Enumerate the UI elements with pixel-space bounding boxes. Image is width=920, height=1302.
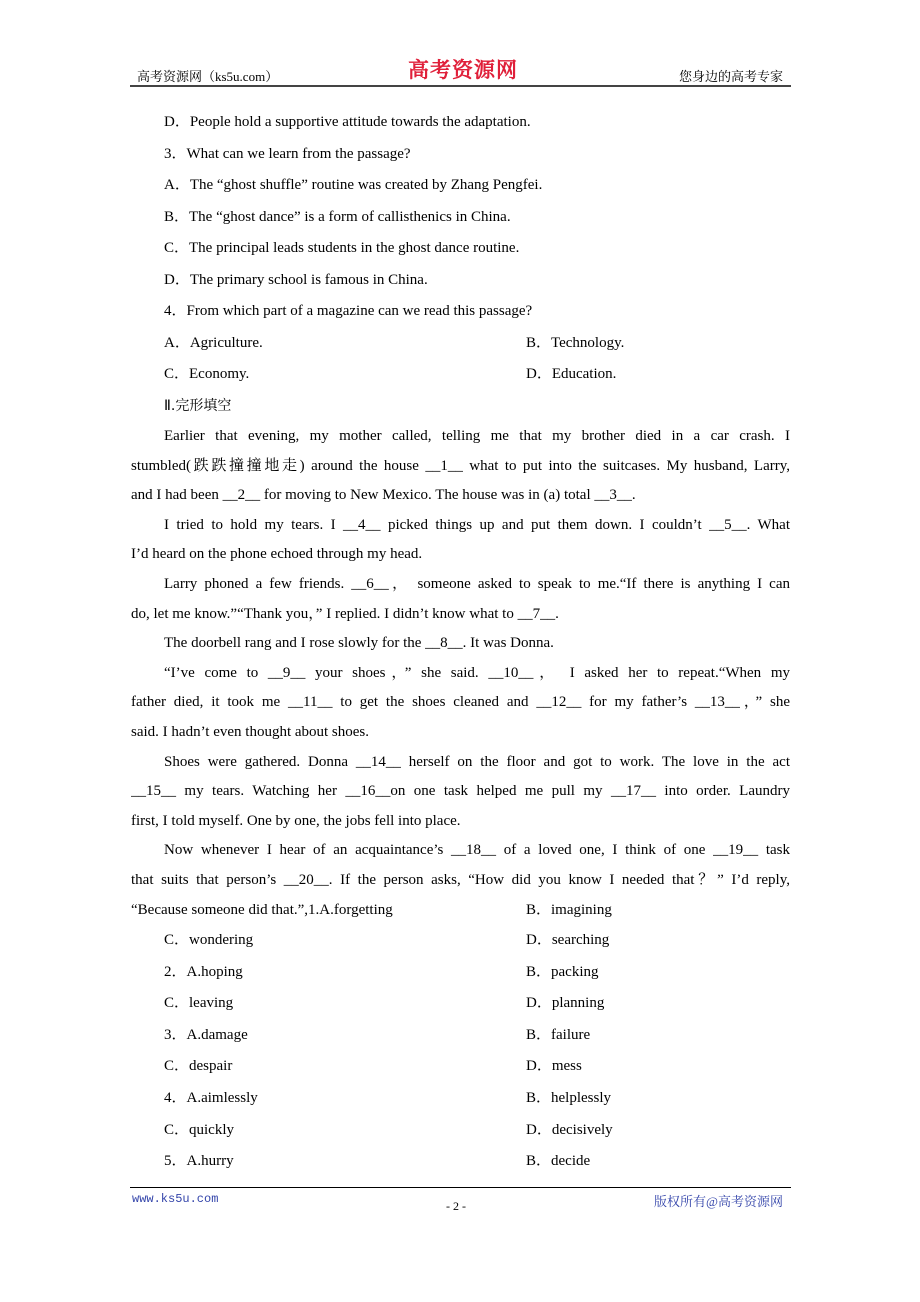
option-line <box>131 925 790 957</box>
line-text: stumbled(跌跌撞撞地走) around the house __1__ what to put into the suitcases. My husband, Larry, <box>131 457 790 474</box>
line-text: do, let me know.”“Thank you，” I replied. I didn’t know what to __7__. <box>131 605 559 622</box>
passage-line <box>131 777 790 807</box>
section-heading <box>131 391 790 423</box>
option-line <box>131 1146 790 1178</box>
option-line <box>131 988 790 1020</box>
line-text: “I’ve come to __9__ your shoes，” she said. __10__， I asked her to repeat.“When my <box>164 664 790 681</box>
passage-line <box>131 718 790 748</box>
line-text: A．The “ghost shuffle” routine was created by Zhang Pengfei. <box>164 177 543 193</box>
passage-line <box>131 866 790 896</box>
site-logo: 高考资源网 <box>408 57 518 82</box>
line-text: “Because someone did that.”,1.A.forgetting <box>131 901 393 918</box>
passage-line <box>131 422 790 452</box>
document-body <box>131 107 790 1178</box>
option-line <box>131 1020 790 1052</box>
question-line <box>131 359 790 391</box>
line-text: __15__ my tears. Watching her __16__on one task helped me pull my __17__ into order. Laundry <box>131 783 790 800</box>
option-right-column: D．mess <box>526 1058 582 1075</box>
line-text: 3．A.damage <box>164 1026 248 1043</box>
question-line <box>131 265 790 297</box>
footer-divider <box>130 1187 791 1188</box>
passage-line <box>131 896 790 926</box>
question-line <box>131 296 790 328</box>
passage-line <box>131 836 790 866</box>
line-text: C．quickly <box>164 1121 234 1138</box>
passage-line <box>131 452 790 482</box>
passage-line <box>131 600 790 630</box>
question-line <box>131 170 790 202</box>
option-line <box>131 957 790 989</box>
line-text: Now whenever I hear of an acquaintance’s __18__ of a loved one, I think of one __19__ task <box>164 842 790 859</box>
line-text: I’d heard on the phone echoed through my head. <box>131 546 423 563</box>
line-text: said. I hadn’t even thought about shoes. <box>131 723 370 740</box>
option-right-column: D．decisively <box>526 1121 613 1138</box>
line-text: I tried to hold my tears. I __4__ picked things up and put them down. I couldn’t __5__. What <box>164 516 790 533</box>
line-text: 5．A.hurry <box>164 1153 234 1170</box>
line-text: The doorbell rang and I rose slowly for the __8__. It was Donna. <box>164 635 554 652</box>
line-text: father died, it took me __11__ to get the shoes cleaned and __12__ for my father’s __13__，” she <box>131 694 790 711</box>
option-right-column: B．helplessly <box>526 1090 611 1107</box>
passage-line <box>131 540 790 570</box>
question-line <box>131 139 790 171</box>
question-line <box>131 107 790 139</box>
passage-line <box>131 659 790 689</box>
line-text: 4．From which part of a magazine can we read this passage? <box>164 303 533 319</box>
option-right-column: B．decide <box>526 1153 591 1170</box>
passage-line <box>131 807 790 837</box>
line-text: 3．What can we learn from the passage? <box>164 145 411 162</box>
header-site-name: 高考资源网（ks5u.com） <box>137 69 279 84</box>
option-right-column: D．searching <box>526 932 610 949</box>
option-right-column: B．imagining <box>526 901 612 918</box>
line-text: C．leaving <box>164 995 234 1012</box>
passage-line <box>131 511 790 541</box>
footer-copyright: 版权所有@高考资源网 <box>654 1194 783 1209</box>
question-line <box>131 202 790 234</box>
option-line <box>131 1115 790 1147</box>
passage-line <box>131 570 790 600</box>
line-text: 2．A.hoping <box>164 963 243 980</box>
header-slogan: 您身边的高考专家 <box>678 69 783 84</box>
line-text: Ⅱ.完形填空 <box>164 397 232 414</box>
line-text: B．The “ghost dance” is a form of callisthenics in China. <box>164 208 511 225</box>
line-text: D．People hold a supportive attitude towards the adaptation. <box>164 114 531 130</box>
option-right-column: B．packing <box>526 963 599 980</box>
option-right-column: D．Education. <box>526 366 617 382</box>
line-text: Earlier that evening, my mother called, telling me that my brother died in a car crash. I <box>164 428 790 444</box>
line-text: C．The principal leads students in the ghost dance routine. <box>164 240 520 256</box>
passage-line <box>131 748 790 778</box>
line-text: D．The primary school is famous in China. <box>164 271 428 288</box>
option-right-column: B．failure <box>526 1026 591 1043</box>
line-text: Shoes were gathered. Donna __14__ herself on the floor and got to work. The love in the act <box>164 753 790 770</box>
passage-line <box>131 688 790 718</box>
line-text: A．Agriculture. <box>164 334 263 351</box>
header-divider <box>130 85 791 87</box>
line-text: C．Economy. <box>164 366 250 382</box>
question-line <box>131 328 790 360</box>
passage-line <box>131 629 790 659</box>
line-text: C．wondering <box>164 932 254 949</box>
question-line <box>131 233 790 265</box>
line-text: C．despair <box>164 1058 233 1075</box>
option-right-column: B．Technology. <box>526 334 625 351</box>
line-text: 4．A.aimlessly <box>164 1090 258 1107</box>
line-text: and I had been __2__ for moving to New Mexico. The house was in (a) total __3__. <box>131 487 636 504</box>
footer-website-link[interactable]: www.ks5u.com <box>132 1192 219 1206</box>
passage-line <box>131 481 790 511</box>
line-text: that suits that person’s __20__. If the person asks, “How did you know I needed that？” I’d reply, <box>131 871 790 888</box>
page-number: - 2 - <box>446 1199 466 1213</box>
line-text: Larry phoned a few friends. __6__， someone asked to speak to me.“If there is anything I can <box>164 575 790 592</box>
option-right-column: D．planning <box>526 995 605 1012</box>
option-line <box>131 1051 790 1083</box>
option-line <box>131 1083 790 1115</box>
line-text: first, I told myself. One by one, the jobs fell into place. <box>131 812 461 829</box>
